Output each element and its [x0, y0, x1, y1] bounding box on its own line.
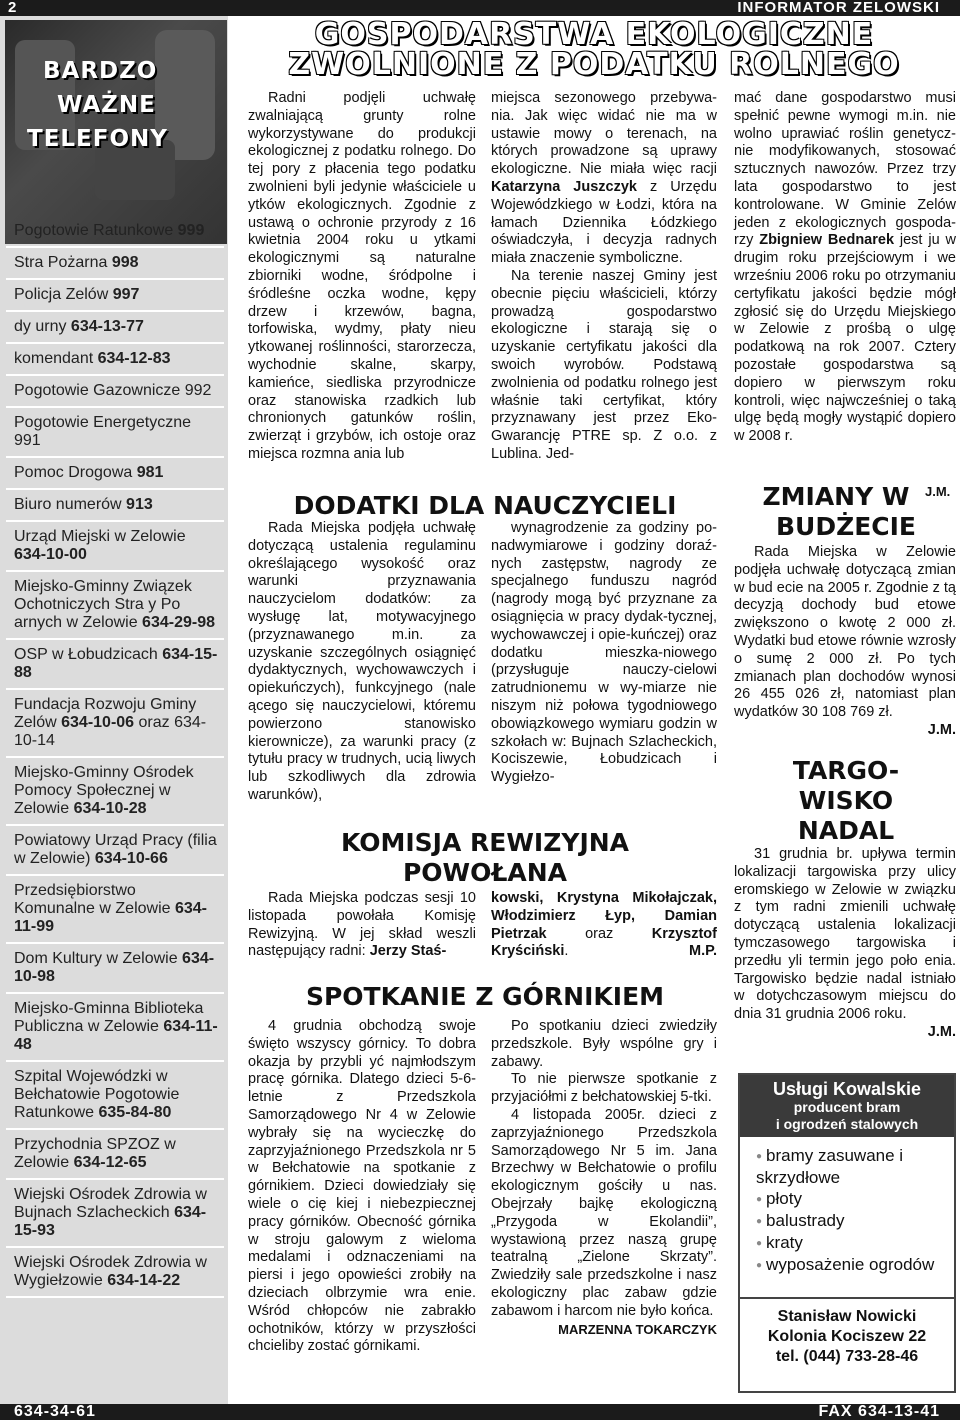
phone-entry-label: Pogotowie Gazownicze 992: [14, 382, 212, 399]
footer-right: FAX 634-13-41: [818, 1403, 940, 1420]
a5-c2-names: kowski, Krystyna Mikołajczak, Włodzimierz Łyp, Damian Pietrzak: [491, 890, 717, 942]
phone-entry-number: 635-84-80: [98, 1104, 172, 1121]
phone-entry-number: 634-10-06: [61, 714, 135, 731]
a2-col2-text: wynagrodzenie za godziny po-nadwymiarowe i godziny doraź-nych zastępstw, nagrody ze specjalnego funduszu nagród (nagrody mogą być przyznane za osiągnięcia w pracy dydak-tycznej, wychowawczej i opie-kuńczej) oraz dodatku mieszka-niowego (przysługuje nauczy-cielowi zatrudnionemu w wy-miarze nie niszym niż połowa tygodniowego obowiązkowego wymiaru godzin w szkołach w: Bujnach Szlacheckich, Kociszewie, Łobudzicach i Wygiełzo-: [491, 520, 717, 786]
phone-entry-label: dy urny: [14, 318, 71, 335]
phone-entry-number: 634-15-93: [14, 1204, 207, 1239]
a5-c2-end: .: [564, 943, 569, 960]
phone-entry: [6, 994, 224, 1062]
sidebar-header: [5, 20, 227, 244]
phone-entry: [6, 408, 224, 458]
phone-entry-label: Pomoc Drogowa: [14, 464, 137, 481]
a1-c2a: miejsca sezonowego przebywa-nia. Jak więc widać nie ma w ustawie mowy o terenach, na których prowadzone są uprawy ekologiczne. Nie miała więc racji: [491, 90, 717, 178]
ad-item: ● płoty: [756, 1188, 954, 1210]
ad-sub1: producent bram: [793, 1099, 901, 1115]
a6-title: SPOTKANIE Z GÓRNIKIEM: [305, 982, 665, 1011]
phone-entry: [6, 490, 224, 522]
a1-col3: [734, 90, 956, 446]
a1-col2-p2: Na terenie naszej Gminy jest obecnie pięciu właścicieli, którzy prowadzą gospodarstwo ekologiczne i starają się o uzyskanie certyfikatu jakości dla swoich wyrobów. Podstawą zwolnienia od podatku rolnego jest właśnie taki certyfikat, który przyznawany jest przez Eko-Gwarancję PTRE sp. Z o.o. z Lublina. Jed-: [491, 267, 717, 462]
a5-c1: Rada Miejska podczas sesji 10 listopada powołała Komisję Rewizyjną. W jej skład weszli następujący radni:: [248, 890, 476, 960]
phone-entry-number: 634-13-77: [70, 318, 144, 335]
top-bar: [0, 0, 960, 16]
phone-entry-number: 913: [126, 496, 153, 513]
phone-entry-label: Miejsko-Gminny Ośrodek Pomocy Społecznej w Zelowie: [14, 764, 194, 817]
phone-entry-number: 634-10-98: [14, 950, 215, 985]
phone-list: [6, 216, 224, 1298]
phone-entry-number: 634-10-00: [14, 546, 87, 563]
a5-sig: M.P.: [689, 943, 717, 960]
phone-entry-label: Pogotowie Ratunkowe: [14, 222, 178, 239]
a1-col2-p1: [491, 90, 717, 268]
phone-entry-number: 997: [112, 286, 140, 303]
phone-entry-label: Przychodnia SPZOZ w Zelowie: [14, 1136, 176, 1171]
a4-text: 31 grudnia br. upływa termin lokalizacji targowiska przy ulicy eromskiego w Zelowie w związku z tym radni zmienili uchwałę dotyczącą ustalenia lokalizacji tymczasowego targowiska i przedłu yli termin jego poło enia. Targowisko będzie nadal istniało w dotychczasowym miejscu do dnia 31 grudnia 2006 roku.: [734, 846, 956, 1023]
ad-item: ● bramy zasuwane i skrzydłowe: [756, 1145, 954, 1188]
ad-list: [756, 1145, 954, 1276]
phone-entry-number: 998: [111, 254, 139, 271]
phone-sidebar: [0, 16, 228, 1404]
phone-entry: [6, 944, 224, 994]
masthead: INFORMATOR ZELOWSKI: [737, 0, 940, 16]
a1-c2-name: Katarzyna Juszczyk: [491, 178, 637, 195]
a3-title-1: ZMIANY W: [762, 482, 910, 511]
phone-entry-label: Fundacja Rozwoju Gminy Zelów: [14, 696, 197, 731]
phone-entry-number: 634-12-83: [97, 350, 171, 367]
a5-col2-p: [491, 890, 717, 961]
phone-entry-label: Biuro numerów: [14, 496, 127, 513]
phone-entry: [6, 312, 224, 344]
sidebar-title-3: TELEFONY: [27, 126, 168, 152]
phone-entry: [6, 216, 224, 248]
phone-entry-number: 634-15-88: [14, 646, 218, 681]
a2-col2: [491, 520, 717, 787]
phone-entry: [6, 1248, 224, 1298]
phone-entry-label: Miejsko-Gminny Związek Ochotniczych Stra y Po arnych w Zelowie: [14, 578, 192, 631]
headline-2: ZWOLNIONE Z PODATKU ROLNEGO: [288, 47, 900, 82]
a1-col1-text: Radni podjęli uchwałę zwalniającą grunty rolne wykorzystywane do produkcji ekologicznej z podatku rolnego. Do tej pory z płacenia tego podatku zwolnieni byli jedynie właściciele u ytków ekologicznych. Zgodnie z ustawą o ochronie przyrody z 16 kwietnia 2004 roku u ytkami ekologicznymi są naturalne zbiorniki wodne, śródpolne i śródleśne oczka wodne, kępy drzew i krzewów, bagna, torfowiska, wydmy, płaty nieu ytkowanej roślinności, starorzecza, wychodnie skalne, skarpy, kamieńce, siedliska przyrodnicze oraz stanowiska rzadkich lub chronionych gatunków roślin, zwierząt i grzybów, ich ostoje oraz miejsca rozmna ania lub: [248, 90, 476, 462]
a1-col2: [491, 90, 717, 464]
ad-contact-3: tel. (044) 733-28-46: [775, 1348, 919, 1365]
phone-entry-number: 634-10-28: [73, 800, 147, 817]
a6-c2a: Po spotkaniu dzieci zwiedziły przedszkole. Były wspólne gry i zabawy.: [491, 1018, 717, 1070]
a5-c2-mid: oraz: [546, 925, 652, 942]
phone-entry-number: 634-29-98: [142, 614, 215, 631]
a3-sig-top: J.M.: [925, 484, 951, 499]
phone-entry: [6, 458, 224, 490]
phone-entry: [6, 1062, 224, 1130]
phone-entry-number: 634-12-65: [73, 1154, 147, 1171]
a1-c3b: jest ju w drugim roku przejściowym i we wrześniu 2006 roku po otrzymaniu certyfikatu jakości będzie mógł zgłosić się do Urzędu Miejskiego w Zelowie z prośbą o ulgę podatkową na rok 2007. Cztery pozostałe gospodarstwa są dopiero w pierwszym roku kontroli, więc najwcześniej o taką ulgę będą mogły wystąpić dopiero w 2008 r.: [734, 232, 956, 445]
sidebar-title-2: WAŻNE: [57, 92, 156, 118]
phone-entry-label: Dom Kultury w Zelowie: [14, 950, 183, 967]
a6-c2b: To nie pierwsze spotkanie z przyjaciółmi z bełchatowskiej 5-tki.: [491, 1071, 717, 1106]
phone-entry: [6, 572, 224, 640]
a5-col1-p: [248, 890, 476, 961]
a6-col1-text: 4 grudnia obchodzą swoje święto wszyscy górnicy. To dobra okazja by przybli yć najmłodszym pracę górnika. Dlatego dzieci 5-6-letnie z Przedszkola Samorządowego Nr 4 w Zelowie wybrały się na wycieczkę do zaprzyjaźnionego Przedszkola nr 5 w Bełchatowie na spotkanie z górnikiem. Dzieci dowiedziały się wiele o cię kiej i niebezpiecznej pracy górników. Obecność górnika w stroju galowym z wieloma medalami i odznaczeniami na piersi i jego opowieści zrobiły na dzieciach olbrzymie wra enie. Wśród chłopców nie zabrakło ochotników, którzy w przyszłości chcieliby zostać górnikami.: [248, 1018, 476, 1355]
phone-entry-number: 981: [136, 464, 164, 481]
phone-entry: [6, 1130, 224, 1180]
a5-col1: [248, 890, 476, 961]
phone-entry-number: 634-11-48: [14, 1018, 218, 1053]
a1-c2b: z Urzędu Wojewódzkiego w Łodzi, która na łamach Dziennika Łódzkiego oświadczyła, i decyzja radnych miała znaczenie symboliczne.: [491, 178, 717, 267]
a1-col3-p1: [734, 90, 956, 446]
a2-col1: [248, 520, 476, 805]
phone-entry: [6, 826, 224, 876]
phone-entry-label: komendant: [14, 350, 98, 367]
ad-box: [738, 1073, 956, 1393]
ad-item: ● balustrady: [756, 1210, 954, 1232]
phone-entry-tail: oraz 634-10-14: [14, 714, 207, 749]
a5-c2-names2: Krzysztof Kryściński: [491, 925, 717, 960]
ad-sub2: i ogrodzeń stalowych: [775, 1116, 919, 1132]
phone-entry-number: 999: [177, 222, 205, 239]
phone-entry-label: OSP w Łobudzicach: [14, 646, 163, 663]
phone-entry: [6, 522, 224, 572]
a3-sig: J.M.: [927, 721, 956, 738]
a2-title: DODATKI DLA NAUCZYCIELI: [293, 491, 677, 520]
phone-entry-label: Szpital Wojewódzki w Bełchatowie Pogotowie Ratunkowe: [14, 1068, 180, 1121]
ad-item: ● wyposażenie ogrodów: [756, 1254, 954, 1276]
a6-col1: [248, 1018, 476, 1356]
phone-entry-label: Powiatowy Urząd Pracy (filia w Zelowie): [14, 832, 217, 867]
phone-entry-number: 634-11-99: [14, 900, 207, 935]
footer-left: 634-34-61: [14, 1403, 96, 1420]
phone-entry: [6, 344, 224, 376]
phone-entry-label: Miejsko-Gminna Biblioteka Publiczna w Zelowie: [14, 1000, 204, 1035]
phone-entry: [6, 690, 224, 758]
phone-entry-number: 634-14-22: [107, 1272, 181, 1289]
ad-header: [740, 1075, 954, 1137]
a3-title-2: BUDŻECIE: [775, 512, 917, 541]
a4-title-1: TARGO-: [792, 756, 900, 785]
phone-entry-label: Pogotowie Energetyczne 991: [14, 414, 191, 449]
a1-c3a: mać dane gospodarstwo musi spełnić pewne wymogi m.in. nie wolno uprawiać roślin genetycz-nie modyfikowanych, stosować sztucznych nawozów. Przez trzy lata gospodarstwo to jest kontrolowane. W Gminie Zelów jeden z ekologicznych gospoda-rzy: [734, 90, 956, 249]
phone-entry-label: Wiejski Ośrodek Zdrowia w Wygiełzowie: [14, 1254, 207, 1289]
phone-entry-label: Stra Pożarna: [14, 254, 112, 271]
phone-entry-label: Policja Zelów: [14, 286, 113, 303]
headline-1: GOSPODARSTWA EKOLOGICZNE: [314, 17, 874, 52]
phone-entry: [6, 876, 224, 944]
a1-c3-name: Zbigniew Bednarek: [759, 232, 895, 249]
ad-item: ● kraty: [756, 1232, 954, 1254]
a6-col2: [491, 1018, 717, 1338]
a1-col1: [248, 90, 476, 464]
page-number: 2: [8, 0, 17, 16]
phone-entry: [6, 376, 224, 408]
phone-entry-label: Wiejski Ośrodek Zdrowia w Bujnach Szlacheckich: [14, 1186, 207, 1221]
a5-title-1: KOMISJA REWIZYJNA: [340, 828, 630, 857]
a4-body: [734, 846, 956, 1042]
a5-c1-names: Jerzy Staś-: [369, 943, 447, 960]
a3-body: [734, 544, 956, 740]
a6-sig: MARZENNA TOKARCZYK: [558, 1321, 717, 1337]
phone-entry: [6, 640, 224, 690]
phone-entry: [6, 1180, 224, 1248]
phone-entry: [6, 758, 224, 826]
phone-entry: [6, 248, 224, 280]
a4-title-3: NADAL: [797, 816, 895, 845]
a4-title-2: WISKO: [798, 786, 894, 815]
a5-col2: [491, 890, 717, 961]
ad-contact-1: Stanisław Nowicki: [777, 1308, 917, 1325]
a5-title-2: POWOŁANA: [402, 858, 568, 887]
ad-contact: [740, 1297, 954, 1391]
a2-col1-text: Rada Miejska podjęła uchwałę dotyczącą ustalenia regulaminu określającego wysokość oraz warunki przyznawania nauczycielom dodatków: za wysługę lat, motywacyjnego (przyznawanego m.in. za uzyskanie szczególnych osiągnięć dydaktycznych, wychowawczych i opiekuńczych), funkcyjnego (nale ącego się nauczycielowi, któremu powierzono stanowisko kierownicze), za warunki pracy (z tytułu pracy w trudnych, ucią liwych lub szkodliwych dla zdrowia warunków),: [248, 520, 476, 803]
ad-title: Usługi Kowalskie: [772, 1079, 922, 1099]
ad-contact-2: Kolonia Kociszew 22: [767, 1328, 927, 1345]
phone-entry-number: 634-10-66: [94, 850, 168, 867]
phone-entry-label: Przedsiębiorstwo Komunalne w Zelowie: [14, 882, 175, 917]
a3-text: Rada Miejska w Zelowie podjęła uchwałę dotyczącą zmian w bud ecie na 2005 r. Zgodnie z tą decyzją dochody bud etowe zwiększono o kwotę 2 000 zł. Wydatki bud etowe równie wzrosły o sumę 2 000 zł. Po tych zmianach plan dochodów wynosi 26 455 026 zł, natomiast plan wydatków 30 108 769 zł.: [734, 544, 956, 721]
bottom-bar: [0, 1404, 960, 1420]
phone-entry-label: Urząd Miejski w Zelowie: [14, 528, 186, 545]
a6-c2c: 4 listopada 2005r. dzieci z zaprzyjaźnionego Przedszkola Samorządowego Nr 5 im. Jana Brzechwy w Bełchatowie o profilu ekologicznym gościły u nas. Obejrzały bajkę ekologiczną „Przygoda w Ekolandii”, wystawioną przez naszą grupę teatralną „Zielone Skrzaty”. Zwiedziły sale przedszkolne i nasz ekologiczny plac zabaw gdzie zabawom i harcom nie było końca.: [491, 1106, 717, 1319]
sidebar-title-1: BARDZO: [43, 58, 158, 84]
a4-sig: J.M.: [927, 1023, 956, 1040]
phone-entry: [6, 280, 224, 312]
